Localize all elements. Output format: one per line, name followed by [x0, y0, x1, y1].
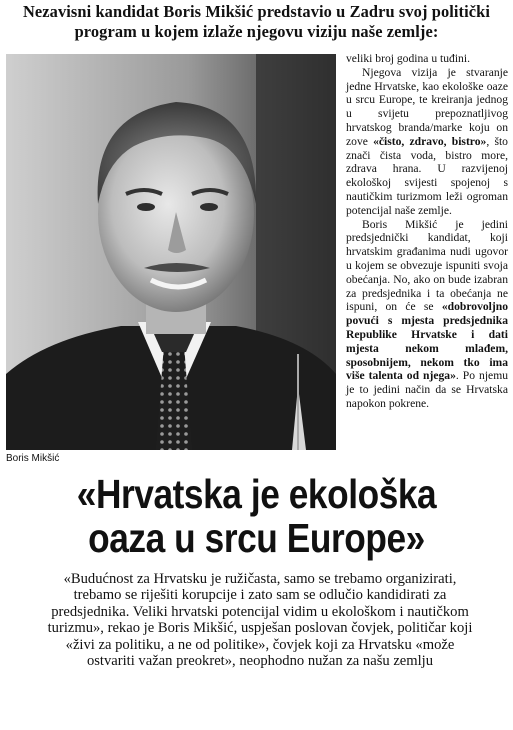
headline — [36, 472, 477, 560]
column-paragraph-2: Njegova vizija je stvaranje jedne Hrvatske, kao ekološke oaze u srcu Europe, te kreiranja jednog u svijetu prepoznatljivog hrvatskog branda/marke koju on zove «čisto, zdravo, bistro», što znači čista voda, bistro more, zdrava hrana. U razvijenoj ekološkoj svijesti spojenoj s nautičkim turizmom leži ogroman potencijal naše zemlje. — [346, 65, 508, 217]
headline-line-2: oaza u srcu Europe» — [88, 515, 425, 561]
lead-paragraph: «Budućnost za Hrvatsku je ružičasta, samo se trebamo organizirati, trebamo se riješiti korupcije i zato sam se odlučio kandidirati za predsjednika. Veliki hrvatski potencijal vidim u ekološkom i nautičkom turizmu», rekao je Boris Mikšić, uspješan poslovan čovjek, političar koji «živi za politiku, a ne od politike», čovjek koji za Hrvatsku «može ostvariti važan preokret», neophodno nužan za našu zemlju — [47, 571, 473, 670]
article-column — [346, 52, 508, 411]
headline-line-1: «Hrvatska je ekološka — [76, 471, 437, 517]
kicker-text: Nezavisni kandidat Boris Mikšić predstavio u Zadru svoj politički program u kojem izlaže njegovu viziju naše zemlje: — [22, 2, 491, 41]
portrait-photo — [6, 54, 336, 450]
column-paragraph-1: veliki broj godina u tuđini. — [346, 52, 470, 65]
photo-caption: Boris Mikšić — [6, 453, 60, 464]
column-paragraph-3: Boris Mikšić je jedini predsjednički kandidat, koji hrvatskim građanima nudi ugovor u kojem se obvezuje ispuniti svoja obećanja. No, ako on bude izabran za predsjednika i ta obećanja ne ispuni, on će se «dobrovoljno povući s mjesta predsjednika Republike Hrvatske i dati mjesta nekom mlađem, sposobnijem, nekom tko ima više talenta od njega». Po njemu je to jedini način da se Hrvatska napokon pokrene. — [346, 217, 509, 410]
